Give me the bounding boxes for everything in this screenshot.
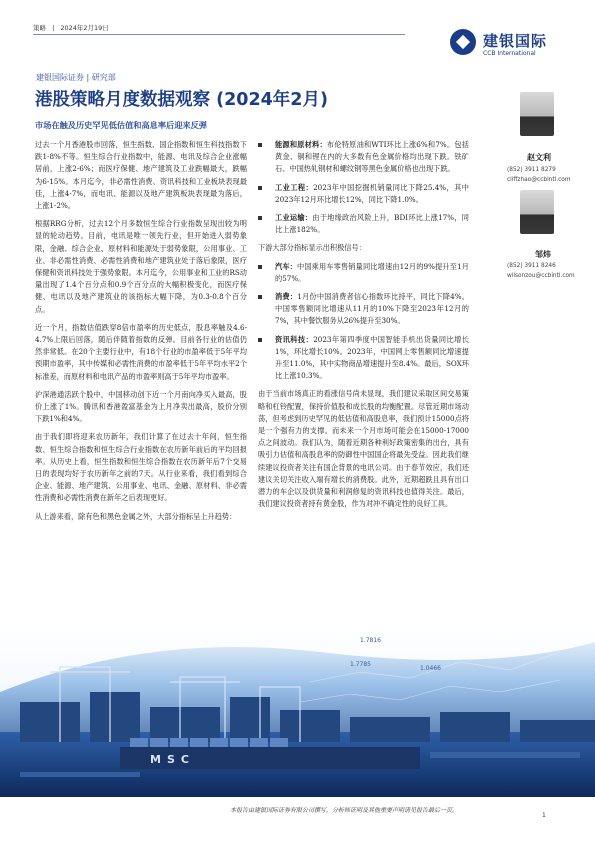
banner-number-1: 1.7816 <box>360 637 381 644</box>
bullet-square-icon <box>258 295 262 299</box>
bullet-item <box>258 182 469 206</box>
banner-number-3: 1.0466 <box>420 665 441 672</box>
analyst-name-2: 邹炜 <box>535 250 551 259</box>
downstream-intro: 下游大部分指标显示出积极信号： <box>258 243 366 253</box>
analyst-photo-1 <box>520 92 554 136</box>
report-subtitle: 市场在触及历史罕见低估值和高息率后迎来反弹 <box>35 120 207 130</box>
bullet-label: 工业工程： <box>275 182 314 192</box>
bullet-item <box>258 139 469 176</box>
paragraph: 近一个月，指数估值跌穿8倍市盈率的历史低点，股息率触及4.6-4.7%上限后回落，随后伴随着指数的反弹。目前各行业的估值仍然非常低。在20个主要行业中，有18个行业的市盈率低于5年平均预期市盈率，其中传媒和必需性消费的市盈率低于5年平均水平2个标准差，而原材料和电讯产品的市盈率则高于5年平均市盈率。 <box>35 322 247 381</box>
analyst-name-1: 赵文利 <box>527 153 551 162</box>
bullet-square-icon <box>258 216 262 220</box>
department: 建银国际证券 | 研究部 <box>36 73 116 82</box>
report-title: 港股策略月度数据观察 (2024年2月) <box>35 90 328 110</box>
paragraph: 沪深港通活跃个股中，中国移动创下近一个月南向净买入最高，股价上涨了1%。腾讯和香港盈富基金为上月净卖出最高，股价分别下跌1%和4%。 <box>35 389 247 424</box>
banner-number-2: 1.7785 <box>350 661 371 668</box>
bullet-label: 汽车： <box>275 261 297 271</box>
analyst-phone-1: (852) 3911 8279 <box>507 167 556 173</box>
bullet-square-icon <box>258 338 262 342</box>
paragraph: 由于我们即将迎来农历新年，我们计算了在过去十年间，恒生指数、恒生综合指数和恒生综合行业指数在农历新年前后的平均回报率。从历史上看，恒生指数和恒生综合指数在农历新年后7个交易日的表现均好于农历新年之前的7天。从行业来看，我们看到综合企业、能源、地产建筑、公用事业、电讯、金融、原材料、非必需性消费和必需性消费在新年之后表现更好。 <box>35 432 247 503</box>
right-column <box>258 139 469 516</box>
port-illustration <box>0 622 595 797</box>
report-date: 2024年2月19日 <box>60 24 109 32</box>
paragraph: 从上游来看，除有色和黑色金属之外，大部分指标呈上升趋势： <box>35 511 237 521</box>
bullet-item <box>258 261 469 285</box>
left-column <box>35 139 247 529</box>
logo-mark-icon <box>450 29 476 55</box>
analyst-contact-1 <box>507 166 570 185</box>
analyst-photo-2 <box>520 190 554 234</box>
bullet-item <box>258 334 469 383</box>
bullet-text: 中国乘用车零售销量同比增速由12月的9%提升至1月的57%。 <box>275 261 469 283</box>
bullet-text: 布伦特原油和WTI环比上涨6%和7%。包括黄金、铜和锂在内的大多数有色金属价格均出现下跌。铁矿石、中国热轧钢材和螺纹钢等黑色金属价格也出现下跌。 <box>275 140 469 174</box>
doc-type: 策略 <box>33 24 46 32</box>
bullet-label: 能源和原材料： <box>275 140 327 149</box>
conclusion-paragraph: 由于当前市场真正的看涨信号尚未显现，我们建议采取区间交易策略和杠铃配置，保持价值股和成长股的均衡配置。尽管近期市场动荡，但考虑到历史罕见的低估值和高股息率，我们预计15000点将是一个强有力的支撑。而未来一个月市场可能会在15000-17000点之间波动。我们认为，随着近期各种利好政策密集的出台，具有吸引力估值和高股息率的防御性中国国企将最先受益。因此我们继续建议投资者关注有国企背景的电讯公司。由于春节效应，我们还建议关切关注收入端有增长的消费股。此外，近期超跌且具有出口潜力的车企以及供货量和利润修复的资讯科技也值得关注。最后，我们建议投资者持有黄金股，作为对冲不确定性的良好工具。 <box>258 389 469 509</box>
header-bar <box>33 23 109 32</box>
paragraph: 根据RRG分析，过去12个月多数恒生综合行业指数呈现出较为明显的轮动趋势。目前，电讯是唯一领先行业，但开始进入弱势象限，金融、综合企业、原材料和能源处于弱势象限，公用事业、工业、非必需性消费、必需性消费和地产建筑业处于落后象限，医疗保健和资讯科技处于强势象限。本月迄今，公用事业和工业的RS动量出现了1.4个百分点和0.9个百分点的大幅积极变化，而医疗保健、电讯以及地产建筑业的该指标大幅下降，为0.3-0.8个百分点。 <box>35 219 247 314</box>
bullet-item <box>258 291 469 328</box>
bullet-square-icon <box>258 186 262 190</box>
logo-cn: 建银国际 <box>483 32 548 50</box>
header-divider <box>33 34 405 35</box>
ship-lettering: MSC <box>150 753 195 766</box>
bullet-square-icon <box>258 265 262 269</box>
paragraph: 过去一个月香港股市回落，恒生指数、国企指数和恒生科技指数下跌1-8%不等。恒生综合行业指数中，能源、电讯及综合企业涨幅居前，上涨2-6%；而医疗保健、地产建筑及工业跌幅最大，跌幅为6-15%。本月迄今，非必需性消费、资讯科技和工业板块表现最佳，上涨4-7%，而电讯、能源以及地产建筑板块表现最为落后，上涨1-2%。 <box>35 140 247 211</box>
bullet-label: 消费： <box>275 292 298 302</box>
header-separator: | <box>52 24 55 32</box>
company-logo <box>450 29 570 63</box>
bullet-text: 由于地缘政治风险上升，BDI环比上涨17%，同比上涨182%。 <box>275 213 469 235</box>
bullet-label: 工业运输： <box>275 213 313 223</box>
bullet-text: 1月份中国消费者信心指数环比持平，同比下降4%。中国零售额同比增速从11月的10%下降至2023年12月的7%，其中餐饮服务从26%提升至30%。 <box>275 292 469 326</box>
port-banner-image <box>0 622 595 797</box>
logo-en: CCB International <box>483 50 536 57</box>
bullet-text: 2023年中国挖掘机销量同比下降25.4%，其中2023年12月环比增长12%，同比下降1.0%。 <box>275 182 469 204</box>
bullet-square-icon <box>258 143 262 147</box>
bullet-item <box>258 212 469 236</box>
analyst-email-1[interactable]: cliffzhao@ccbintl.com <box>507 176 571 183</box>
analyst-email-2[interactable]: wilsonzou@ccbintl.com <box>507 272 575 279</box>
page-number: 1 <box>542 812 546 819</box>
bullet-text: 2023年第四季度中国智能手机出货量同比增长1%，环比增长10%。2023年，中国网上零售额同比增速提升至11.0%，其中实物商品增速提升至8.4%。最后，SOX环比上涨10.3%。 <box>275 334 469 381</box>
analyst-contact-2 <box>507 262 575 281</box>
disclaimer-footer: 本报告由建银国际证券有限公司撰写，分析师证明及其他重要声明请见报告最后一页。 <box>230 807 459 814</box>
analyst-phone-2: (852) 3911 8246 <box>507 263 556 269</box>
bullet-label: 资讯科技： <box>275 334 314 344</box>
